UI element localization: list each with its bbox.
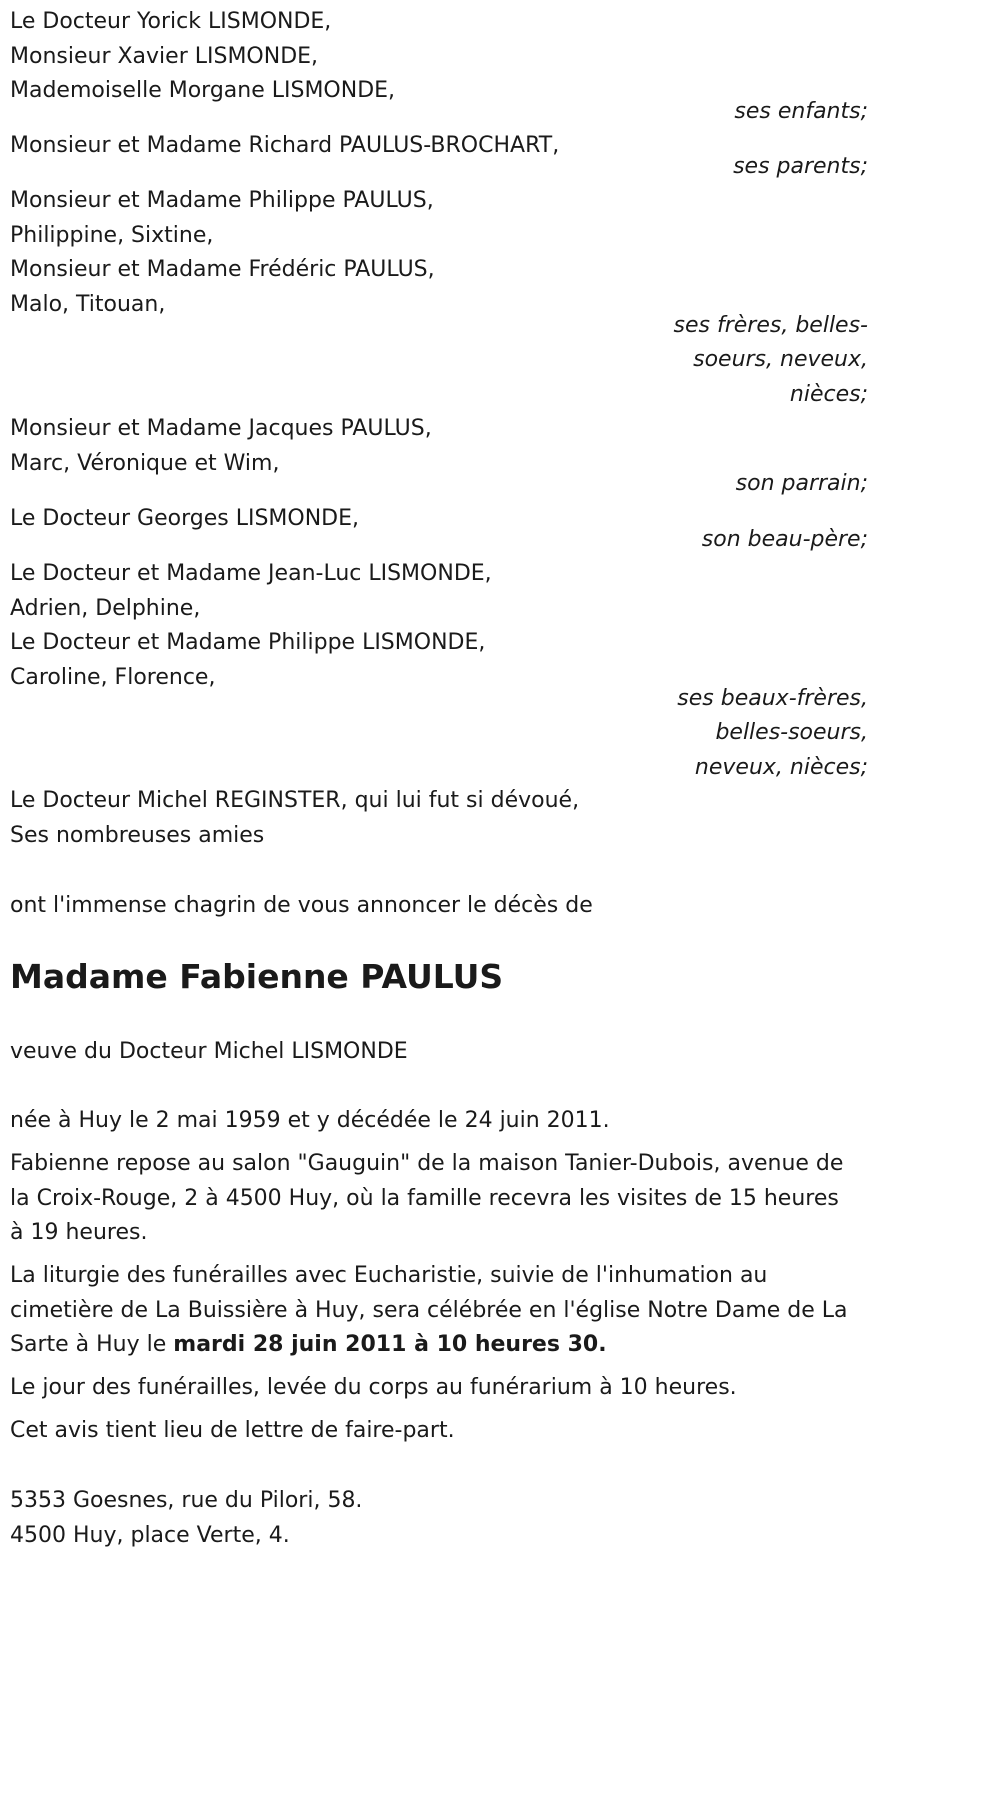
- family-name-line: Monsieur Xavier LISMONDE,: [10, 43, 319, 69]
- family-group-siblings: [10, 184, 868, 413]
- closing-names: [10, 784, 868, 853]
- relation-label: ses enfants;: [734, 99, 868, 125]
- levee-text: Le jour des funérailles, levée du corps au funérarium à 10 heures.: [10, 1375, 737, 1400]
- family-name-line: Marc, Véronique et Wim,: [10, 450, 280, 476]
- family-name-line: Monsieur et Madame Philippe PAULUS,: [10, 188, 434, 213]
- notice-text: Cet avis tient lieu de lettre de faire-part.: [10, 1418, 455, 1443]
- family-name-line: Malo, Titouan,: [10, 292, 166, 318]
- family-name-line: Le Docteur Yorick LISMONDE,: [10, 9, 332, 34]
- family-group-father-in-law: [10, 502, 868, 557]
- family-name-line: Philippine, Sixtine,: [10, 222, 214, 248]
- address-line: 4500 Huy, place Verte, 4.: [10, 1522, 290, 1548]
- family-name-line: Le Docteur et Madame Jean-Luc LISMONDE,: [10, 561, 492, 586]
- family-name-line: Le Docteur Georges LISMONDE,: [10, 506, 359, 531]
- birth-death-text: née à Huy le 2 mai 1959 et y décédée le 24 juin 2011.: [10, 1108, 610, 1133]
- closing-name-line: Le Docteur Michel REGINSTER, qui lui fut si dévoué,: [10, 788, 580, 813]
- announcement-text: ont l'immense chagrin de vous annoncer le décès de: [10, 893, 593, 918]
- family-name-line: Monsieur et Madame Frédéric PAULUS,: [10, 257, 435, 283]
- family-group-parents: [10, 129, 868, 184]
- relation-label: ses parents;: [733, 153, 868, 179]
- relation-label: son beau-père;: [701, 526, 868, 552]
- widow-of-text: veuve du Docteur Michel LISMONDE: [10, 1039, 408, 1064]
- liturgy-text: La liturgie des funérailles avec Eucharistie, suivie de l'inhumation au cimetière de La Buissière à Huy, sera célébrée en l'église Notre Dame de La Sarte à Huy le: [10, 1263, 848, 1358]
- address-line: 5353 Goesnes, rue du Pilori, 58.: [10, 1488, 363, 1513]
- liturgy-date: mardi 28 juin 2011 à 10 heures 30.: [173, 1332, 607, 1358]
- deceased-name: Madame Fabienne PAULUS: [10, 957, 504, 996]
- relation-label: ses frères, belles-: [673, 312, 868, 338]
- family-name-line: Adrien, Delphine,: [10, 595, 201, 621]
- closing-name-line: Ses nombreuses amies: [10, 822, 265, 848]
- family-name-line: Le Docteur et Madame Philippe LISMONDE,: [10, 630, 486, 656]
- relation-label: belles-soeurs,: [715, 720, 868, 746]
- family-group-children: [10, 5, 868, 130]
- visitation-paragraph: Fabienne repose au salon "Gauguin" de la maison Tanier-Dubois, avenue de la Croix-Rouge, 2 à 4500 Huy, où la famille recevra les visites de 15 heures à 19 heures.: [10, 1151, 844, 1246]
- relation-label: nièces;: [789, 382, 868, 408]
- family-name-line: Monsieur et Madame Jacques PAULUS,: [10, 416, 432, 441]
- relation-label: neveux, nièces;: [694, 755, 868, 781]
- family-name-line: Mademoiselle Morgane LISMONDE,: [10, 78, 396, 104]
- family-group-godfather: [10, 412, 868, 502]
- family-group-in-laws: [10, 557, 868, 786]
- family-name-line: Caroline, Florence,: [10, 665, 216, 691]
- family-name-line: Monsieur et Madame Richard PAULUS-BROCHART,: [10, 133, 560, 158]
- relation-label: son parrain;: [735, 471, 868, 497]
- addresses: [10, 1484, 868, 1553]
- relation-label: ses beaux-frères,: [677, 685, 868, 711]
- relation-label: soeurs, neveux,: [693, 347, 868, 373]
- liturgy-paragraph: [10, 1259, 860, 1363]
